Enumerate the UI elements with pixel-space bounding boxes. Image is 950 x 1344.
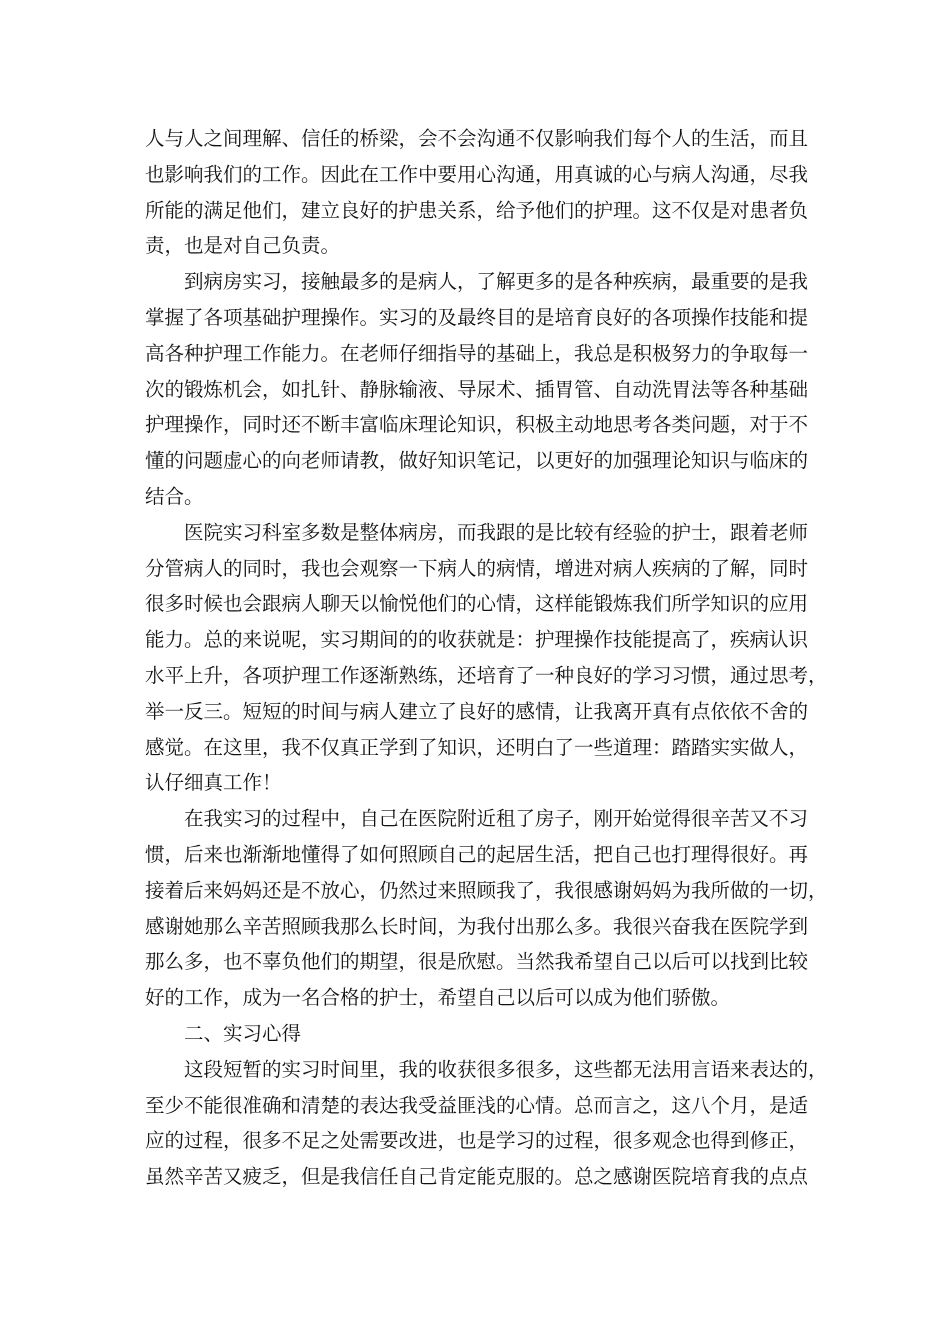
text-line: 二、实习心得	[184, 1021, 302, 1045]
text-line: 在我实习的过程中，自己在医院附近租了房子，刚开始觉得很辛苦又不习	[184, 807, 809, 831]
text-line: 懂的问题虚心的向老师请教，做好知识笔记，以更好的加强理论知识与临床的	[145, 449, 809, 473]
text-line: 结合。	[145, 484, 204, 508]
text-line: 应的过程，很多不足之处需要改进，也是学习的过程，很多观念也得到修正，	[145, 1129, 809, 1153]
text-line: 好的工作，成为一名合格的护士，希望自己以后可以成为他们骄傲。	[145, 986, 731, 1010]
text-line: 也影响我们的工作。因此在工作中要用心沟通，用真诚的心与病人沟通，尽我	[145, 162, 809, 186]
text-line: 感觉。在这里，我不仅真正学到了知识，还明白了一些道理：踏踏实实做人，	[145, 735, 809, 759]
text-line: 这段短暂的实习时间里，我的收获很多很多，这些都无法用言语来表达的，	[184, 1057, 828, 1081]
text-line: 分管病人的同时，我也会观察一下病人的病情，增进对病人疾病的了解，同时	[145, 556, 809, 580]
text-line: 护理操作，同时还不断丰富临床理论知识，积极主动地思考各类问题，对于不	[145, 413, 809, 437]
text-line: 能力。总的来说呢，实习期间的的收获就是：护理操作技能提高了，疾病认识	[145, 628, 809, 652]
text-line: 惯，后来也渐渐地懂得了如何照顾自己的起居生活，把自己也打理得很好。再	[145, 842, 809, 866]
text-line: 很多时候也会跟病人聊天以愉悦他们的心情，这样能锻炼我们所学知识的应用	[145, 592, 809, 616]
text-line: 责，也是对自己负责。	[145, 234, 341, 258]
text-line: 虽然辛苦又疲乏，但是我信任自己肯定能克服的。总之感谢医院培育我的点点	[145, 1165, 809, 1189]
text-line: 水平上升，各项护理工作逐渐熟练，还培育了一种良好的学习习惯，通过思考，	[145, 663, 828, 687]
document-page	[145, 121, 828, 1195]
text-line: 举一反三。短短的时间与病人建立了良好的感情，让我离开真有点依依不舍的	[145, 699, 809, 723]
text-line: 掌握了各项基础护理操作。实习的及最终目的是培育良好的各项操作技能和提	[145, 305, 809, 329]
text-line: 人与人之间理解、信任的桥梁，会不会沟通不仅影响我们每个人的生活，而且	[145, 127, 809, 150]
text-line: 至少不能很准确和清楚的表达我受益匪浅的心情。总而言之，这八个月，是适	[145, 1093, 809, 1117]
text-line: 高各种护理工作能力。在老师仔细指导的基础上，我总是积极努力的争取每一	[145, 341, 809, 365]
text-line: 所能的满足他们，建立良好的护患关系，给予他们的护理。这不仅是对患者负	[145, 198, 809, 222]
text-line: 认仔细真工作！	[145, 771, 282, 795]
text-line: 感谢她那么辛苦照顾我那么长时间，为我付出那么多。我很兴奋我在医院学到	[145, 914, 809, 938]
text-line: 次的锻炼机会，如扎针、静脉输液、导尿术、插胃管、自动洗胃法等各种基础	[145, 377, 809, 401]
text-line: 医院实习科室多数是整体病房，而我跟的是比较有经验的护士，跟着老师	[184, 520, 809, 544]
text-line: 那么多，也不辜负他们的期望，很是欣慰。当然我希望自己以后可以找到比较	[145, 950, 809, 974]
text-line: 到病房实习，接触最多的是病人，了解更多的是各种疾病，最重要的是我	[184, 270, 809, 294]
text-line: 接着后来妈妈还是不放心，仍然过来照顾我了，我很感谢妈妈为我所做的一切，	[145, 878, 828, 902]
